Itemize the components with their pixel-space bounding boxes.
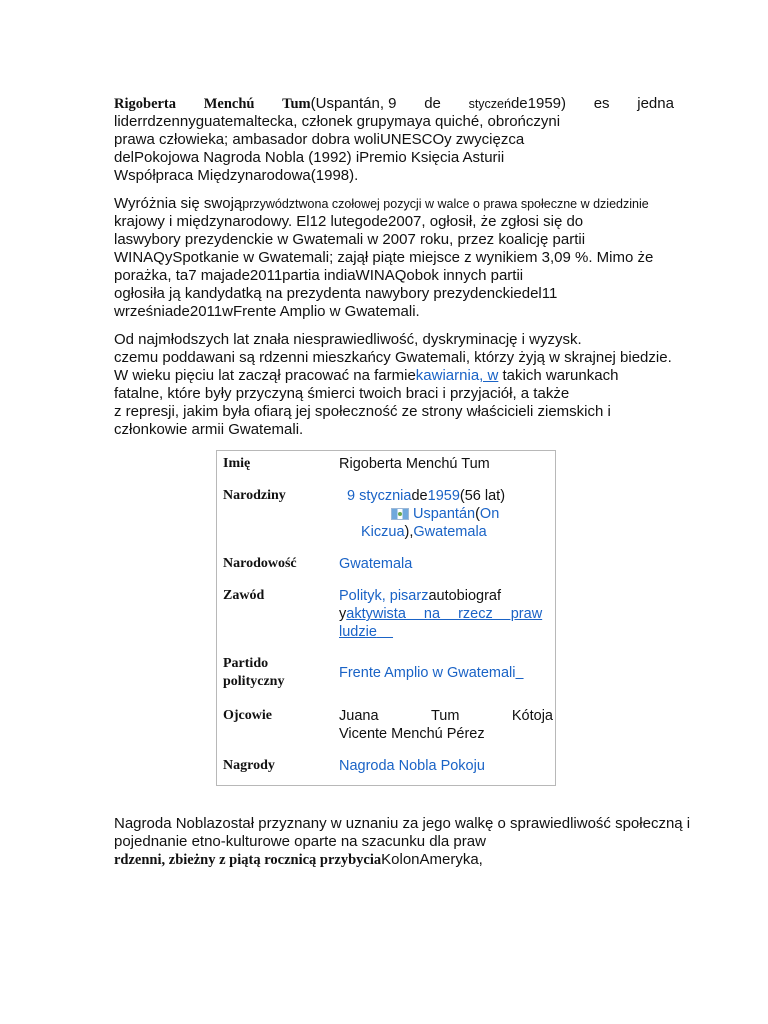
partido-underline-pad bbox=[515, 665, 523, 681]
label-partido bbox=[223, 655, 333, 691]
p2-line-4: WINAQySpotkanie w Gwatemali; zajął piąte miejsce z wynikiem 3,09 %. Mimo że bbox=[114, 249, 654, 266]
label-narodowosc: Narodowość bbox=[223, 556, 297, 571]
link-ludzie[interactable]: ludzie bbox=[339, 624, 377, 640]
zawod-underline-pad bbox=[377, 624, 393, 640]
link-gwatemala-birth[interactable]: Gwatemala bbox=[413, 524, 487, 540]
p3-line-6: członkowie armii Gwatemali. bbox=[114, 421, 304, 438]
ojcowie-line-1 bbox=[339, 707, 553, 725]
p4-l3a: rdzenni, zbieżny z piątą rocznicą przybycia bbox=[114, 852, 382, 868]
link-1959[interactable]: 1959 bbox=[427, 488, 460, 504]
p4-line-2: pojednanie etno-kulturowe oparte na szacunku dla praw bbox=[114, 833, 486, 850]
name-word-2: Menchú bbox=[203, 96, 255, 112]
link-nagroda-nobla[interactable]: Nagroda Nobla Pokoju bbox=[339, 758, 485, 774]
infobox-table bbox=[216, 450, 556, 786]
label-nagrody: Nagrody bbox=[223, 758, 275, 773]
p3-l3a: W wieku pięciu lat zaczął pracować na farmie bbox=[114, 367, 416, 384]
p3-line-3 bbox=[114, 367, 674, 385]
link-polityk-pisarz[interactable]: Polityk, pisarz bbox=[339, 588, 429, 604]
zawod-line-1 bbox=[339, 587, 553, 605]
link-kawiarnia[interactable]: kawiarnia bbox=[415, 367, 480, 384]
p1-l1-d: de1959) bbox=[510, 95, 567, 112]
p3-line-1: Od najmłodszych lat znała niesprawiedliwość, dyskryminację i wyzysk. bbox=[114, 331, 582, 348]
p1-l1-b: de bbox=[424, 95, 441, 112]
p1-line-5: Współpraca Międzynarodowa(1998). bbox=[114, 167, 359, 184]
p1-l1-f: jedna bbox=[637, 95, 674, 112]
zawod-line-3 bbox=[339, 623, 553, 641]
zawod-line-2 bbox=[339, 605, 553, 623]
label-zawod: Zawód bbox=[223, 588, 265, 603]
ojcowie-juana: Juana bbox=[339, 708, 379, 724]
p1-l1-e: es bbox=[593, 95, 610, 112]
narodziny-de: de bbox=[411, 488, 428, 504]
narodziny-paren-close: ), bbox=[404, 524, 414, 540]
link-w[interactable]: , w bbox=[479, 367, 499, 384]
ojcowie-tum: Tum bbox=[430, 708, 460, 724]
zawod-y: y bbox=[339, 606, 347, 622]
value-partido bbox=[339, 664, 553, 682]
narodziny-line-2 bbox=[339, 505, 553, 523]
link-kiczua[interactable]: Kiczua bbox=[361, 524, 405, 540]
p2-line-1 bbox=[114, 195, 674, 213]
label-narodziny: Narodziny bbox=[223, 488, 286, 503]
p1-line-2: liderrdzennyguatemaltecka, członek grupymaya quiché, obrończyni bbox=[114, 113, 561, 130]
name-word-3-group bbox=[282, 95, 396, 113]
p2-line-6: ogłosiła ją kandydatką na prezydenta nawybory prezydenckiedel11 bbox=[114, 285, 558, 302]
link-gwatemala-nationality[interactable]: Gwatemala bbox=[339, 556, 413, 572]
p2-line-5: porażka, ta7 majade2011partia indiaWINAQobok innych partii bbox=[114, 267, 524, 284]
p3-line-5: z represji, jakim była ofiarą jej społeczność ze strony właścicieli ziemskich i bbox=[114, 403, 611, 420]
p1-l1-cd bbox=[469, 95, 566, 113]
link-uspantan[interactable]: Uspantán bbox=[413, 506, 476, 522]
label-ojcowie: Ojcowie bbox=[223, 708, 272, 723]
link-9-stycznia[interactable]: 9 stycznia bbox=[347, 488, 412, 504]
p1-line-1 bbox=[114, 95, 674, 113]
link-aktywista[interactable]: aktywista na rzecz praw bbox=[346, 606, 543, 622]
zawod-autobiograf: autobiograf bbox=[428, 588, 502, 604]
p1-line-4: delPokojowa Nagroda Nobla (1992) iPremio Księcia Asturii bbox=[114, 149, 505, 166]
p1-l1-c: styczeń bbox=[468, 97, 511, 111]
label-partido-1: Partido bbox=[223, 656, 269, 671]
p1-l1-a: (Uspantán, 9 bbox=[310, 95, 397, 112]
p3-line-2: czemu poddawani są rdzenni mieszkańcy Gwatemali, którzy żyją w skrajnej biedzie. bbox=[114, 349, 672, 366]
p2-line-3: laswybory prezydenckie w Gwatemali w 2007 roku, przez koalicję partii bbox=[114, 231, 586, 248]
label-partido-2: polityczny bbox=[223, 674, 285, 689]
value-zawod bbox=[339, 587, 553, 641]
value-narodziny bbox=[339, 487, 553, 541]
ojcowie-line-2: Vicente Menchú Pérez bbox=[339, 726, 485, 742]
p4-l3b: KolonAmeryka, bbox=[381, 851, 483, 868]
p2-l1a: Wyróżnia się swoją bbox=[114, 195, 243, 212]
name-word-3: Tum bbox=[282, 96, 311, 112]
p3-line-4: fatalne, które były przyczyną śmierci twoich braci i przyjaciół, a także bbox=[114, 385, 570, 402]
value-imie: Rigoberta Menchú Tum bbox=[339, 456, 490, 472]
value-ojcowie bbox=[339, 707, 553, 743]
p4-line-3 bbox=[114, 851, 674, 869]
narodziny-line-3 bbox=[339, 523, 553, 541]
p1-line-3: prawa człowieka; ambasador dobra woliUNESCOy zwycięzca bbox=[114, 131, 525, 148]
guatemala-flag-icon bbox=[391, 508, 409, 520]
name-word-1: Rigoberta bbox=[114, 96, 177, 112]
p3-l3d: takich warunkach bbox=[502, 367, 619, 384]
p2-line-7: wrześniade2011wFrente Amplio w Gwatemali. bbox=[114, 303, 420, 320]
narodziny-line-1 bbox=[339, 487, 553, 505]
ojcowie-kotoja: Kótoja bbox=[511, 708, 553, 724]
p2-l1b: przywództwona czołowej pozycji w walce o prawa społeczne w dziedzinie bbox=[242, 197, 649, 211]
narodziny-paren: ( bbox=[475, 506, 480, 522]
p2-line-2: krajowy i międzynarodowy. El12 lutegode2007, ogłosił, że zgłosi się do bbox=[114, 213, 584, 230]
link-frente-amplio[interactable]: Frente Amplio w Gwatemali bbox=[339, 665, 516, 681]
link-on[interactable]: On bbox=[479, 506, 500, 522]
narodziny-age: (56 lat) bbox=[459, 488, 506, 504]
p4-line-1: Nagroda Noblazostał przyznany w uznaniu za jego walkę o sprawiedliwość społeczną i bbox=[114, 815, 691, 832]
label-imie: Imię bbox=[223, 456, 251, 471]
